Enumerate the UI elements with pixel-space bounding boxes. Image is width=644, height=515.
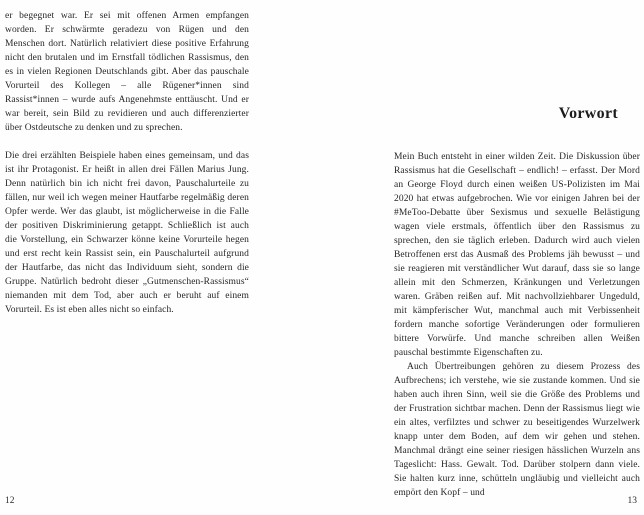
- chapter-heading: Vorwort: [558, 105, 618, 122]
- left-paragraph-2: Die drei erzählten Beispiele haben eines gemeinsam, und das ist ihr Protagonist. Er heißt in allen drei Fällen Marius Jung. Denn natürlich bin ich nicht frei davon, Pauschalurteile zu fällen, nur weil ich wegen meiner Hautfarbe regelmäßig deren Opfer werde. Wer das glaubt, ist möglicherweise in die Falle der positiven Diskriminierung getappt. Schließlich ist auch die Vorstellung, ein Schwarzer könne keine Vorurteile hegen und erst recht kein Rassist sein, ein Pauschalurteil aufgrund der Hautfarbe, das nicht das Individuum sieht, sondern die Gruppe. Natürlich bedroht dieser „Gutmenschen-Rassismus“ niemanden mit dem Tod, aber auch er beruht auf einem Vorurteil. Es ist eben alles nicht so einfach.: [5, 151, 249, 315]
- right-paragraph-2: Auch Übertreibungen gehören zu diesem Prozess des Aufbrechens; ich verstehe, wie sie zustande kommen. Und sie haben auch ihren Sinn, weil sie die Größe des Problems und der Frustration sichtbar machen. Denn der Rassismus liegt wie ein altes, verfilztes und schwer zu beseitigendes Wurzelwerk knapp unter dem Boden, auf dem wir gehen und stehen. Manchmal drängt eine seiner riesigen hässlichen Wurzeln ans Tageslicht: Hass. Gewalt. Tod. Darüber stolpern dann viele. Sie halten kurz inne, schütteln ungläubig und vielleicht auch empört den Kopf – und: [394, 362, 640, 498]
- page-left: [0, 0, 258, 515]
- page-number-left: 12: [5, 496, 15, 506]
- right-paragraph-1: Mein Buch entsteht in einer wilden Zeit. Die Diskussion über Rassismus hat die Gesellschaft – endlich! – erfasst. Der Mord an George Floyd durch einen weißen US-Polizisten im Mai 2020 hat etwas aufgebrochen. Wie vor einigen Jahren bei der #MeToo-Debatte über Sexismus und sexuelle Belästigung wagen viele erstmals, öffentlich über den Rassismus zu sprechen, den sie täglich erleben. Dadurch wird auch vielen Betroffenen erst das Ausmaß des Problems jäh bewusst – und sie reagieren mit verständlicher Wut darauf, dass sie so lange allein mit den Schmerzen, Kränkungen und Verletzungen waren. Gräben reißen auf. Mit nachvollziehbarer Ungeduld, mit kämpferischer Wut, manchmal auch mit Verbissenheit fordern manche sofortige Veränderungen oder formulieren bittere Vorwürfe. Und manche schreiben allen Weißen pauschal bestimmte Eigenschaften zu.: [394, 152, 640, 358]
- right-text-block: [394, 150, 640, 500]
- left-text-block: [5, 9, 249, 317]
- page-right: [386, 0, 644, 515]
- left-paragraph-1: er begegnet war. Er sei mit offenen Armen empfangen worden. Er schwärmte geradezu von Rügen und den Menschen dort. Natürlich relativiert diese positive Erfahrung nicht den brutalen und im Ernstfall tödlichen Rassismus, den es in vielen Regionen Deutschlands gibt. Aber das pauschale Vorurteil des Kollegen – alle Rügener*innen sind Rassist*innen – wurde aufs Angenehmste enttäuscht. Und er war bereit, sein Bild zu revidieren und auch differenzierter über Ostdeutsche zu denken und zu sprechen.: [5, 11, 249, 133]
- page-number-right: 13: [627, 496, 637, 506]
